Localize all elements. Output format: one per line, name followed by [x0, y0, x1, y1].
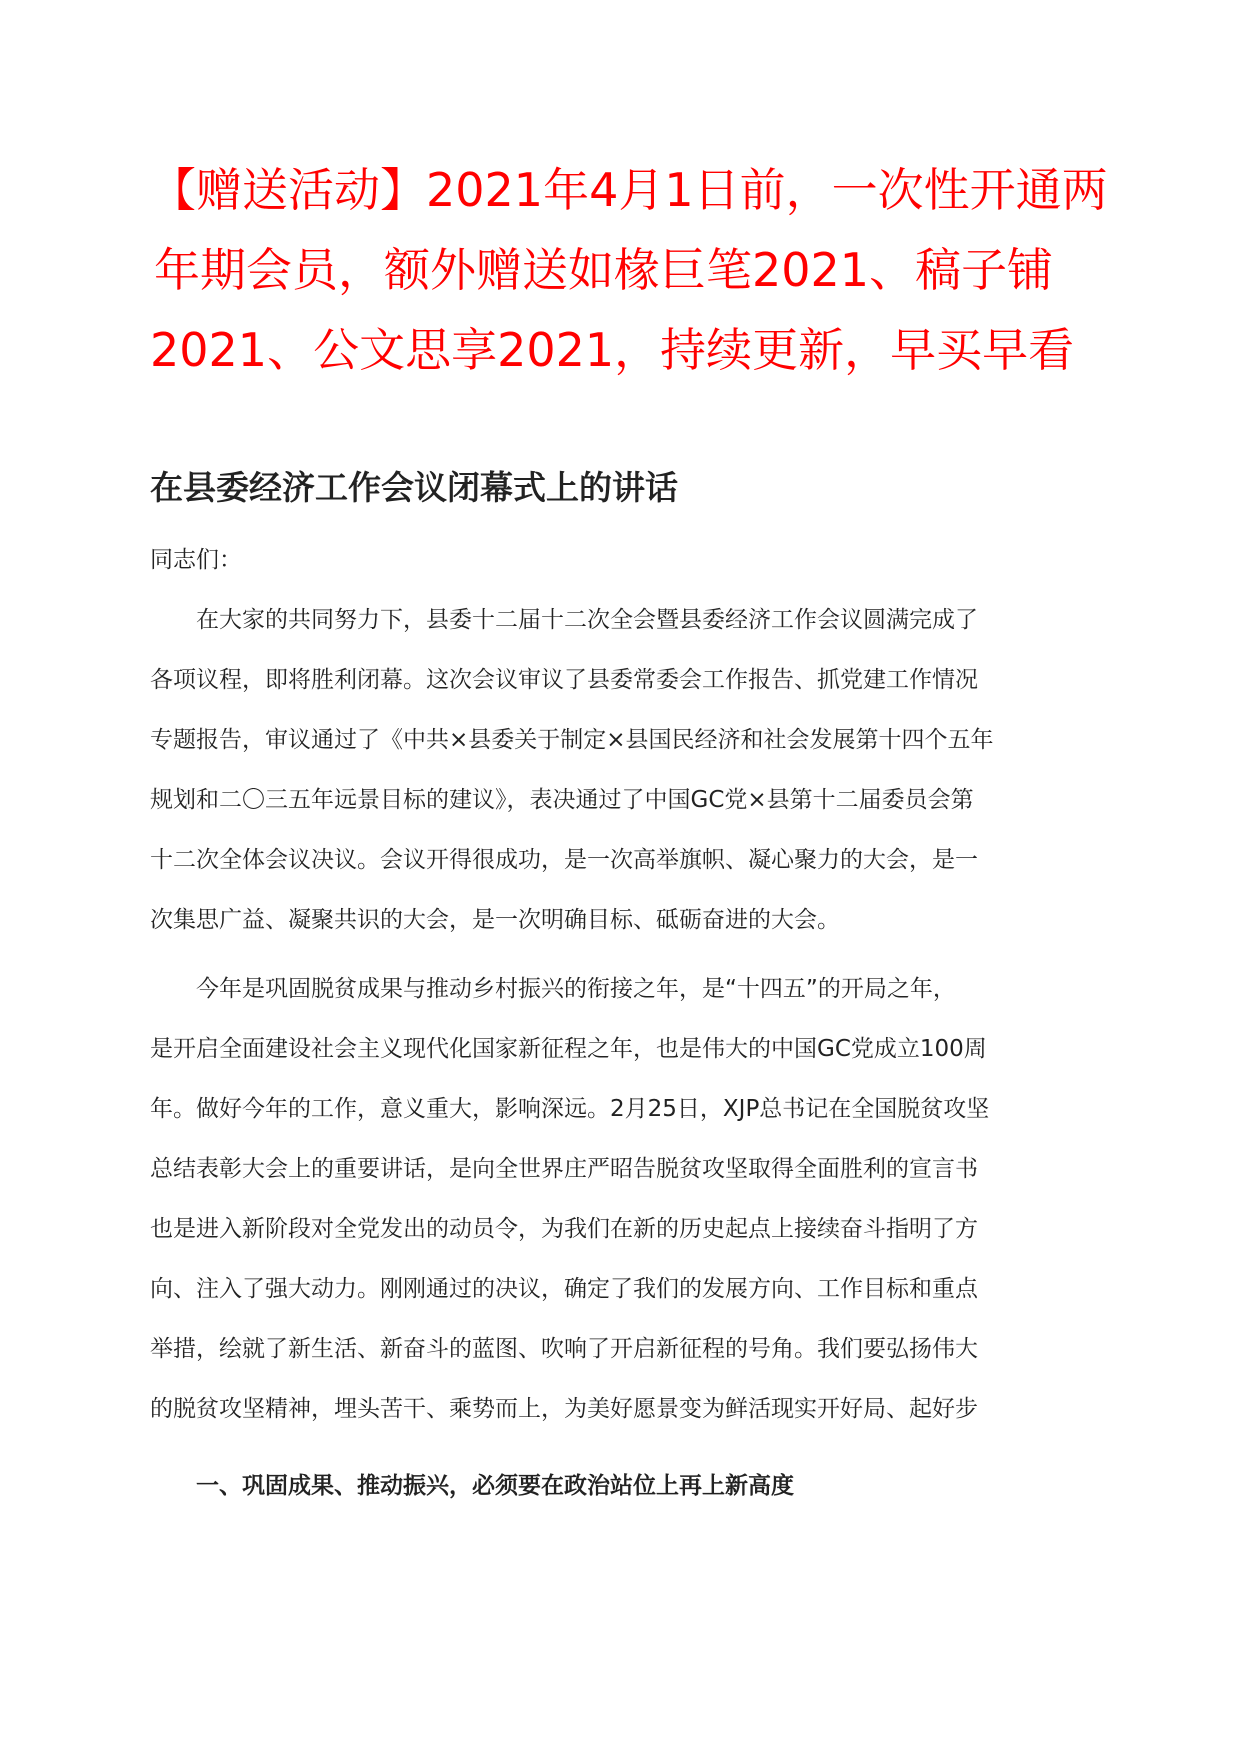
paragraph-line: 在大家的共同努力下，县委十二届十二次全会暨县委经济工作会议圆满完成了 — [196, 607, 978, 633]
paragraph-line: 今年是巩固脱贫成果与推动乡村振兴的衔接之年，是“十四五”的开局之年， — [196, 976, 956, 1002]
paragraph-line: 总结表彰大会上的重要讲话，是向全世界庄严昭告脱贫攻坚取得全面胜利的宣言书 — [150, 1156, 978, 1182]
body-paragraph — [150, 959, 989, 1439]
promo-line: 年期会员，额外赠送如椽巨笔2021、稿子铺 — [154, 243, 1054, 297]
paragraph-line: 的脱贫攻坚精神，埋头苦干、乘势而上，为美好愿景变为鲜活现实开好局、起好步 — [150, 1396, 978, 1422]
promo-line: 【赠送活动】2021年4月1日前，一次性开通两 — [150, 163, 1108, 217]
promo-banner — [150, 150, 1108, 390]
paragraph-line: 年。做好今年的工作，意义重大，影响深远。2月25日，XJP总书记在全国脱贫攻坚 — [150, 1096, 990, 1122]
section-heading: 一、巩固成果、推动振兴，必须要在政治站位上再上新高度 — [196, 1473, 794, 1499]
document-title: 在县委经济工作会议闭幕式上的讲话 — [150, 468, 678, 507]
paragraph-line: 是开启全面建设社会主义现代化国家新征程之年，也是伟大的中国GC党成立100周 — [150, 1036, 987, 1062]
paragraph-line: 十二次全体会议决议。会议开得很成功，是一次高举旗帜、凝心聚力的大会，是一 — [150, 847, 978, 873]
paragraph-line: 规划和二〇三五年远景目标的建议》，表决通过了中国GC党×县第十二届委员会第 — [150, 787, 974, 813]
paragraph-line: 专题报告，审议通过了《中共×县委关于制定×县国民经济和社会发展第十四个五年 — [150, 727, 994, 753]
paragraph-line: 向、注入了强大动力。刚刚通过的决议，确定了我们的发展方向、工作目标和重点 — [150, 1276, 978, 1302]
salutation: 同志们： — [150, 547, 242, 573]
paragraph-line: 举措，绘就了新生活、新奋斗的蓝图、吹响了开启新征程的号角。我们要弘扬伟大 — [150, 1336, 978, 1362]
paragraph-line: 各项议程，即将胜利闭幕。这次会议审议了县委常委会工作报告、抓党建工作情况 — [150, 667, 978, 693]
body-paragraph — [150, 590, 994, 950]
paragraph-line: 次集思广益、凝聚共识的大会，是一次明确目标、砥砺奋进的大会。 — [150, 907, 840, 933]
promo-line: 2021、公文思享2021，持续更新，早买早看 — [150, 323, 1075, 377]
paragraph-line: 也是进入新阶段对全党发出的动员令，为我们在新的历史起点上接续奋斗指明了方 — [150, 1216, 978, 1242]
